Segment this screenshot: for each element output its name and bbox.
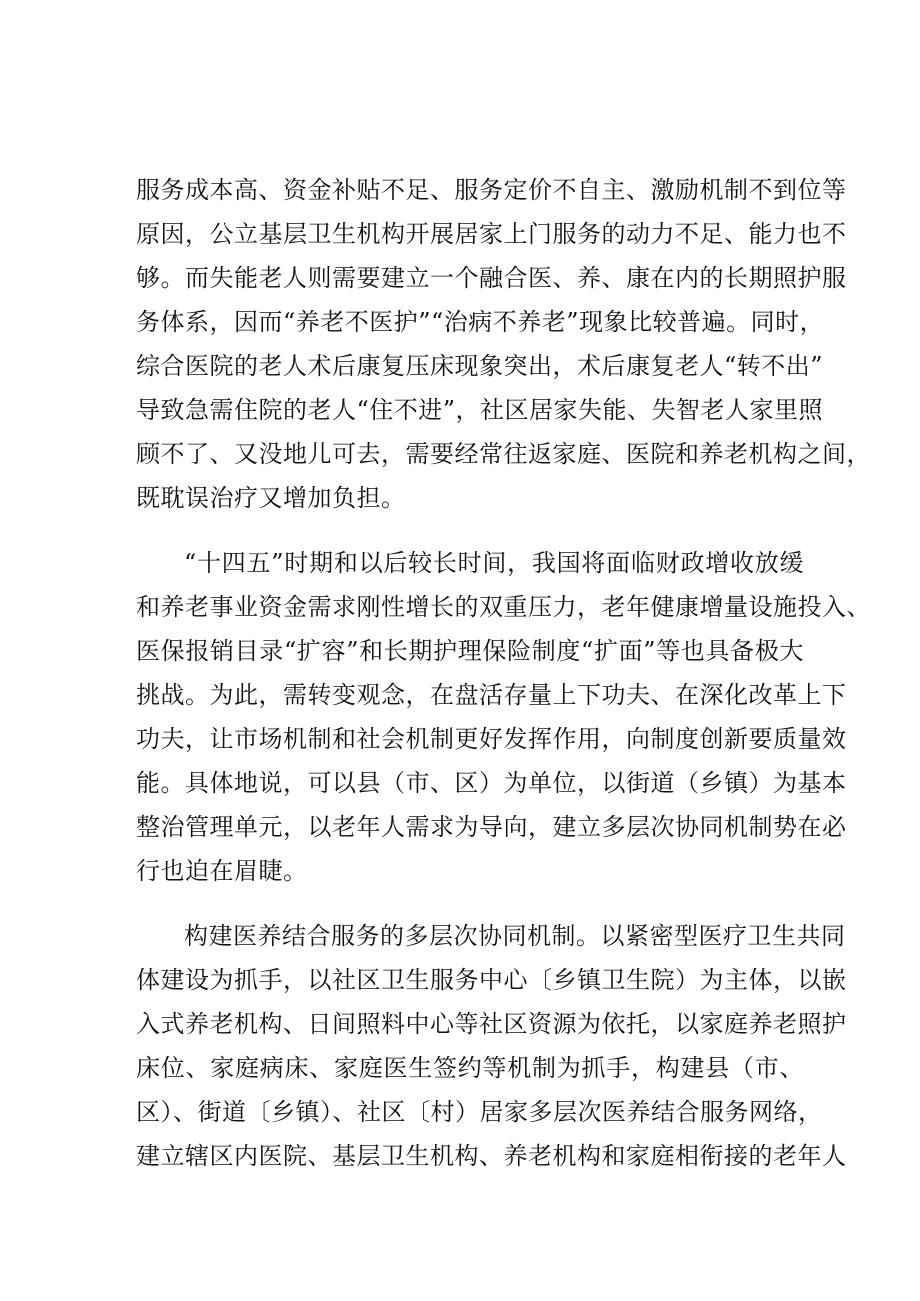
- paragraph-line: 功夫，让市场机制和社会机制更好发挥作用，向制度创新要质量效: [136, 725, 847, 753]
- paragraph-line: 体建设为抓手，以社区卫生服务中心〔乡镇卫生院）为主体，以嵌: [136, 966, 847, 994]
- paragraph-line: 建立辖区内医院、基层卫生机构、养老机构和家庭相衔接的老年人: [136, 1142, 847, 1170]
- paragraph-line: 务体系，因而“养老不医护”“治病不养老”现象比较普遍。同时，: [136, 308, 825, 336]
- paragraph-line: 原因，公立基层卫生机构开展居家上门服务的动力不足、能力也不: [136, 220, 847, 248]
- paragraph-line-first: 构建医养结合服务的多层次协同机制。以紧密型医疗卫生共同: [184, 922, 846, 950]
- paragraph-line: 服务成本高、资金补贴不足、服务定价不自主、激励机制不到位等: [136, 176, 847, 204]
- paragraph-line: 顾不了、又没地儿可去，需要经常往返家庭、医院和养老机构之间，: [136, 440, 871, 468]
- paragraph-1: [136, 168, 871, 520]
- paragraph-2: [136, 541, 871, 893]
- paragraph-line: 区）、街道〔乡镇）、社区〔村）居家多层次医养结合服务网络，: [136, 1098, 823, 1126]
- paragraph-line: 导致急需住院的老人“住不进”，社区居家失能、失智老人家里照: [136, 396, 824, 424]
- paragraph-3: [136, 914, 847, 1178]
- paragraph-line-first: “十四五”时期和以后较长时间，我国将面临财政增收放缓: [184, 549, 804, 577]
- paragraph-line: 挑战。为此，需转变观念，在盘活存量上下功夫、在深化改革上下: [136, 681, 847, 709]
- paragraph-line: 能。具体地说，可以县（市、区）为单位，以街道（乡镇）为基本: [136, 769, 847, 797]
- paragraph-line-last: 既耽误治疗又增加负担。: [136, 484, 406, 512]
- paragraph-line: 够。而失能老人则需要建立一个融合医、养、康在内的长期照护服: [136, 264, 847, 292]
- paragraph-line: 和养老事业资金需求刚性增长的双重压力，老年健康增量设施投入、: [136, 593, 871, 621]
- paragraph-line: 整治管理单元，以老年人需求为导向，建立多层次协同机制势在必: [136, 813, 847, 841]
- paragraph-line: 医保报销目录“扩容”和长期护理保险制度“扩面”等也具备极大: [136, 637, 804, 665]
- paragraph-gap: [136, 520, 804, 541]
- paragraph-gap: [136, 893, 804, 914]
- paragraph-line: 入式养老机构、日间照料中心等社区资源为依托，以家庭养老照护: [136, 1010, 847, 1038]
- paragraph-line: 床位、家庭病床、家庭医生签约等机制为抓手，构建县（市、: [136, 1054, 804, 1082]
- paragraph-line: 综合医院的老人术后康复压床现象突出，术后康复老人“转不出”: [136, 352, 824, 380]
- document-body: [136, 168, 871, 1178]
- paragraph-line-last: 行也迫在眉睫。: [136, 857, 308, 885]
